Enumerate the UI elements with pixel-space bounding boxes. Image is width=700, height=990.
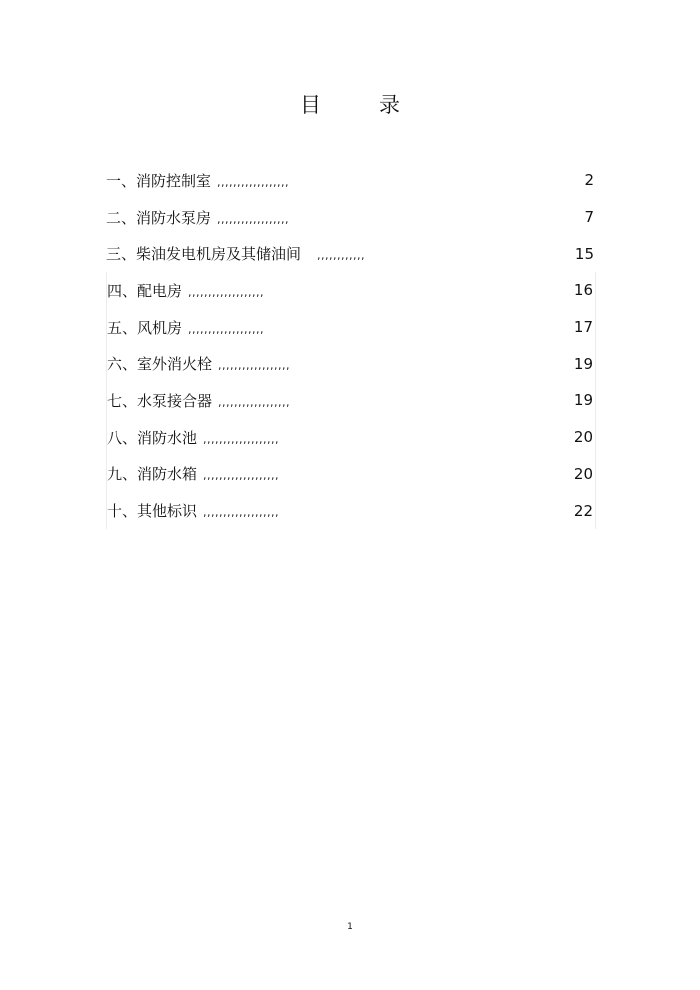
- toc-entry-page: 22: [573, 501, 593, 520]
- toc-entry-page: 19: [573, 354, 593, 373]
- toc-entry-page: 15: [574, 244, 594, 263]
- toc-entry-leader: ,,,,,,,,,,,,: [317, 249, 365, 263]
- toc-entry[interactable]: [106, 345, 596, 382]
- toc-entry[interactable]: [106, 419, 596, 456]
- toc-entry-page: 17: [573, 318, 593, 337]
- title-char-2: 录: [379, 93, 400, 117]
- toc-entry-label: 十、其他标识: [107, 502, 198, 521]
- toc-entry-leader: ,,,,,,,,,,,,,,,,,,: [217, 212, 289, 226]
- toc-entry-label: 一、消防控制室: [106, 171, 212, 190]
- toc-entry-page: 20: [573, 428, 593, 447]
- toc-entry-label: 二、消防水泵房: [106, 208, 212, 227]
- toc-entry-label: 四、配电房: [107, 281, 183, 300]
- toc-entry[interactable]: [106, 382, 596, 419]
- toc-entry[interactable]: [106, 199, 596, 236]
- toc-entry-leader: ,,,,,,,,,,,,,,,,,,: [217, 175, 289, 189]
- toc-entry[interactable]: [106, 456, 596, 493]
- toc-entry-label: 三、柴油发电机房及其储油间: [106, 245, 302, 264]
- toc-entry-leader: ,,,,,,,,,,,,,,,,,,: [218, 395, 290, 409]
- toc-entry-label: 六、室外消火栓: [107, 355, 213, 374]
- toc-entry-label: 七、水泵接合器: [107, 391, 213, 410]
- toc-entry-page: 2: [584, 171, 594, 190]
- toc-entry-page: 16: [573, 281, 593, 300]
- toc-entry-label: 九、消防水箱: [107, 465, 198, 484]
- title-char-1: 目: [300, 93, 321, 117]
- toc-entry-label: 八、消防水池: [107, 428, 198, 447]
- toc-entry-leader: ,,,,,,,,,,,,,,,,,,: [218, 359, 290, 373]
- toc-entry-leader: ,,,,,,,,,,,,,,,,,,,: [203, 432, 279, 446]
- toc-entry[interactable]: [106, 309, 596, 346]
- toc-entry-leader: ,,,,,,,,,,,,,,,,,,,: [188, 322, 264, 336]
- page-title: [0, 90, 700, 120]
- toc-entry-page: 20: [573, 464, 593, 483]
- toc-entry[interactable]: [106, 272, 596, 309]
- toc-entry-label: 五、风机房: [107, 318, 183, 337]
- toc-entry-page: 19: [573, 391, 593, 410]
- toc-entry-leader: ,,,,,,,,,,,,,,,,,,,: [203, 469, 279, 483]
- toc-entry-leader: ,,,,,,,,,,,,,,,,,,,: [203, 506, 279, 520]
- toc-entry[interactable]: [106, 162, 596, 199]
- toc-entry-page: 7: [584, 208, 594, 227]
- toc-entry[interactable]: [106, 492, 596, 529]
- toc-entry-leader: ,,,,,,,,,,,,,,,,,,,: [188, 285, 264, 299]
- page-number: 1: [347, 922, 353, 932]
- toc-entry[interactable]: [106, 235, 596, 272]
- table-of-contents: [106, 162, 596, 529]
